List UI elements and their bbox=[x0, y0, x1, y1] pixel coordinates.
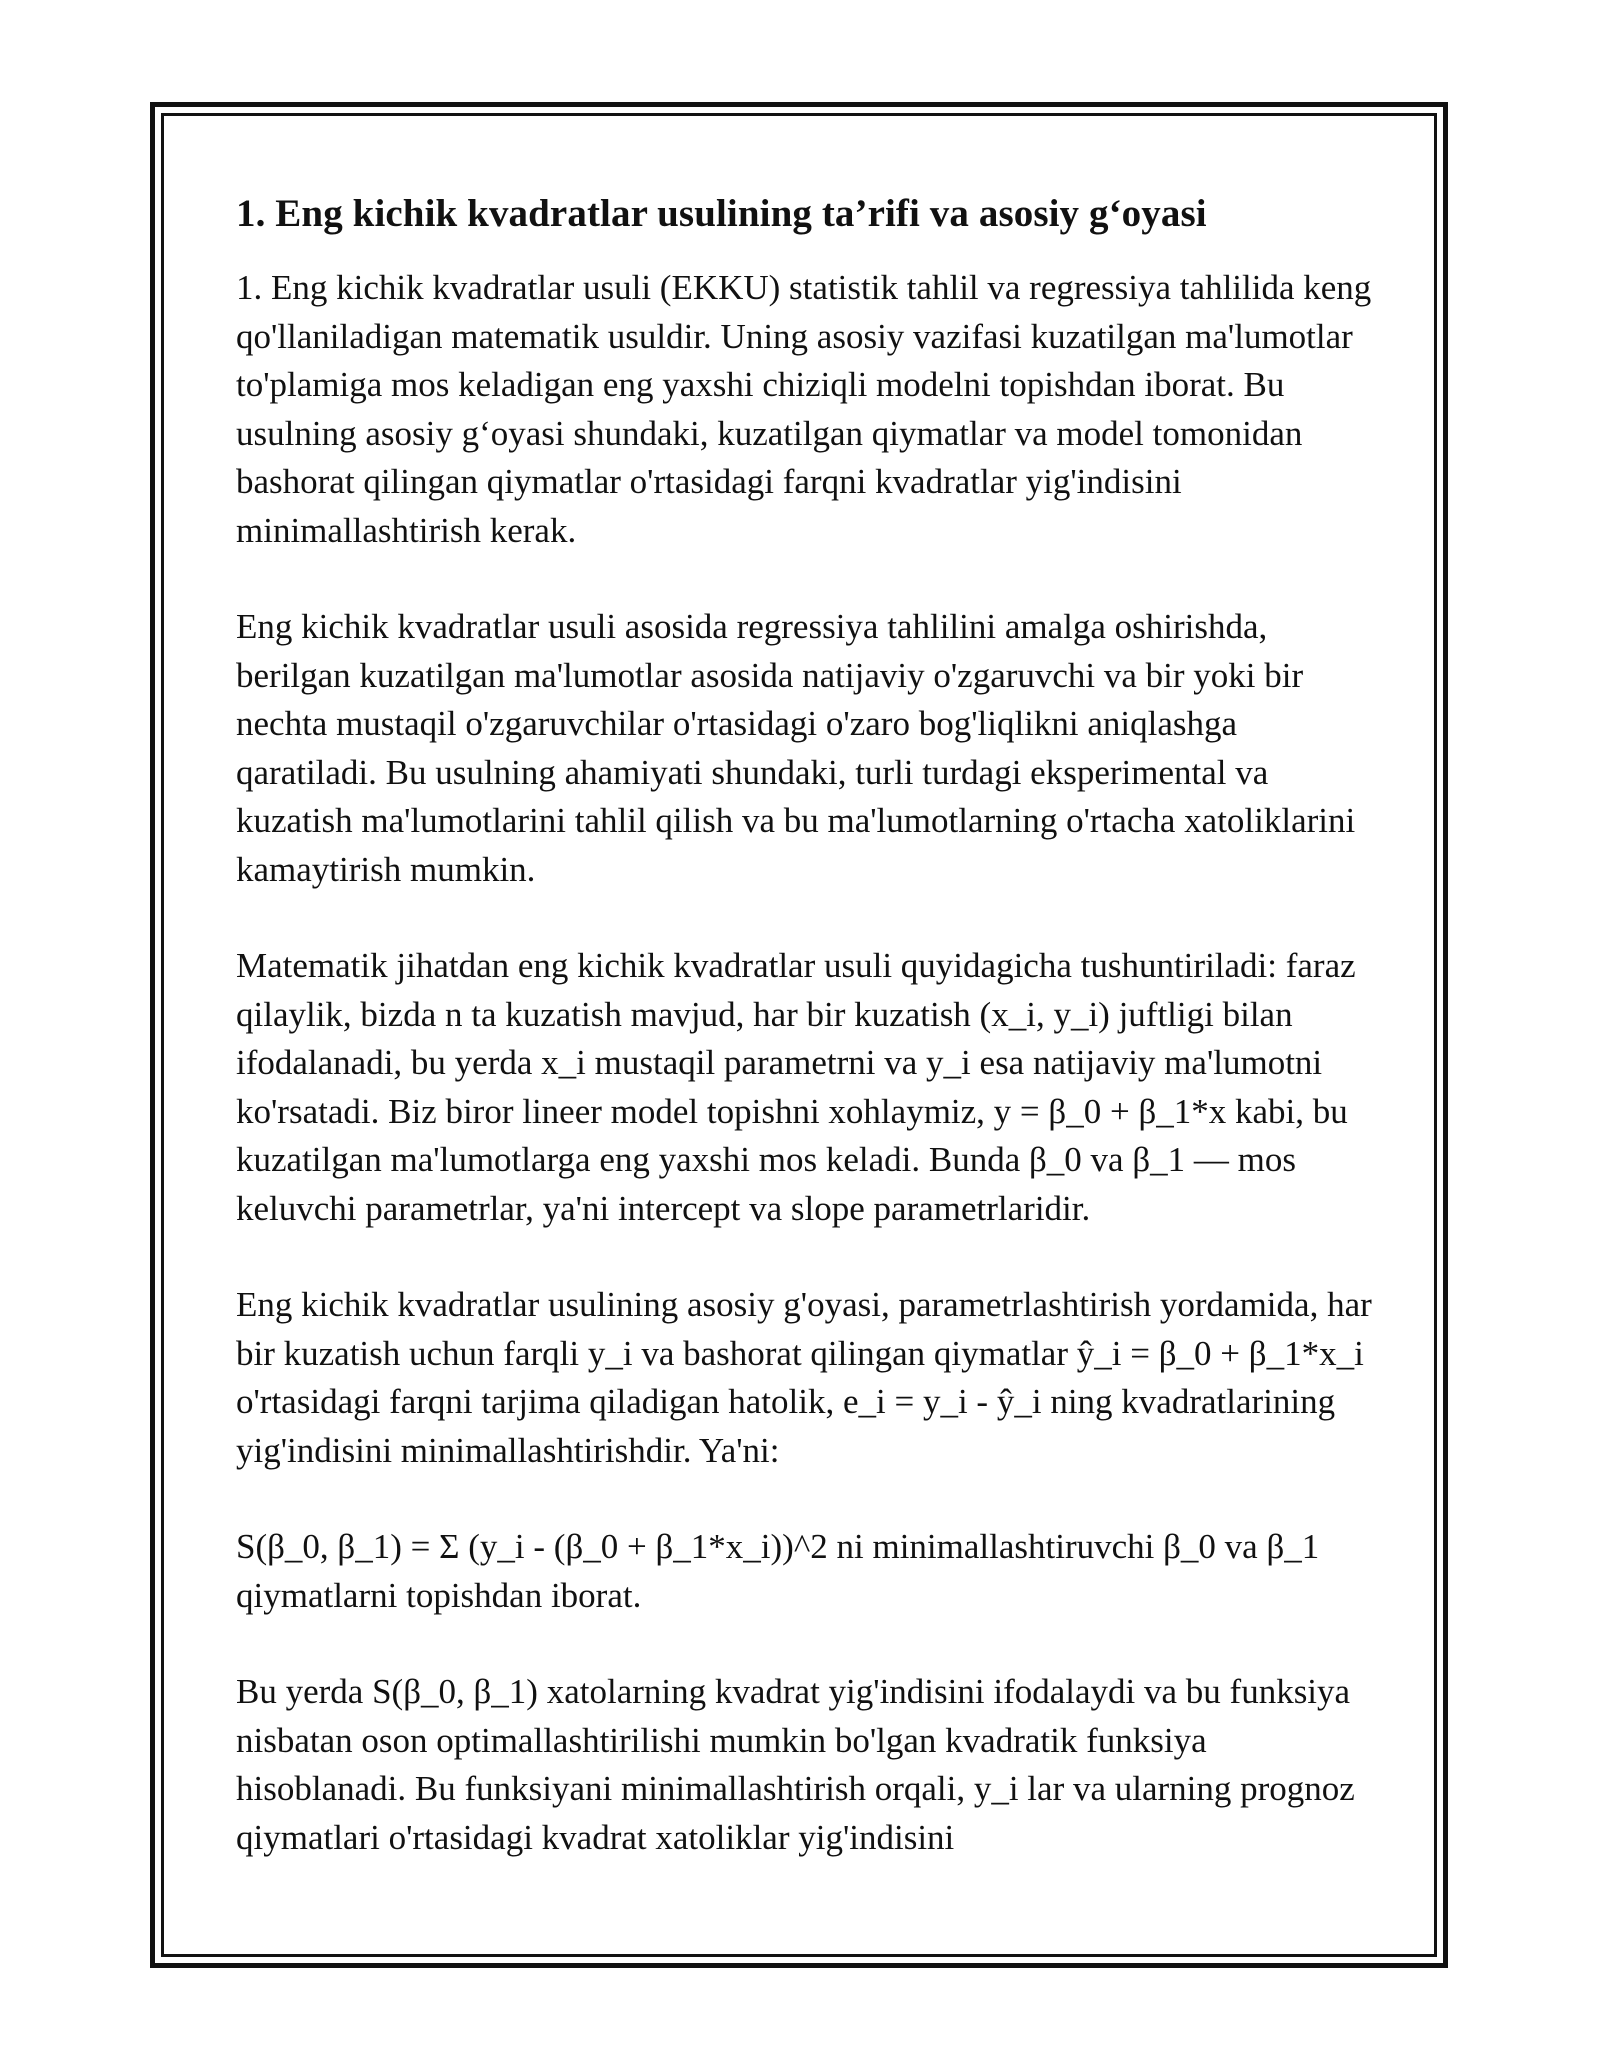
section-heading: 1. Eng kichik kvadratlar usulining ta’rifi va asosiy g‘oyasi bbox=[236, 192, 1207, 235]
paragraph-formula: S(β_0, β_1) = Σ (y_i - (β_0 + β_1*x_i))^2 ni minimallashtiruvchi β_0 va β_1 qiymatlarni topishdan iborat. bbox=[236, 1527, 1320, 1615]
paragraph-main-idea: Eng kichik kvadratlar usulining asosiy g'oyasi, parametrlashtirish yordamida, har bir kuzatish uchun farqli y_i va bashorat qilingan qiymatlar ŷ_i = β_0 + β_1*x_i o'rtasidagi farqni tarjima qiladigan hatolik, e_i = y_i - ŷ_i ning kvadratlarining yig'indisini minimallashtirishdir. Ya'ni: bbox=[236, 1285, 1372, 1470]
paragraph-definition: 1. Eng kichik kvadratlar usuli (EKKU) statistik tahlil va regressiya tahlilida keng qo'llaniladigan matematik usuldir. Uning asosiy vazifasi kuzatilgan ma'lumotlar to'plamiga mos keladigan eng yaxshi chiziqli modelni topishdan iborat. Bu usulning asosiy g‘oyasi shundaki, kuzatilgan qiymatlar va model tomonidan bashorat qilingan qiymatlar o'rtasidagi farqni kvadratlar yig'indisini minimallashtirish kerak. bbox=[236, 268, 1372, 550]
paragraph-regression-analysis: Eng kichik kvadratlar usuli asosida regressiya tahlilini amalga oshirishda, berilgan kuzatilgan ma'lumotlar asosida natijaviy o'zgaruvchi va bir yoki bir nechta mustaqil o'zgaruvchilar o'rtasidagi o'zaro bog'liqlikni aniqlashga qaratiladi. Bu usulning ahamiyati shundaki, turli turdagi eksperimental va kuzatish ma'lumotlarini tahlil qilish va bu ma'lumotlarning o'rtacha xatoliklarini kamaytirish mumkin. bbox=[236, 607, 1356, 889]
document-content bbox=[236, 186, 1376, 1862]
paragraph-error-function: Bu yerda S(β_0, β_1) xatolarning kvadrat yig'indisini ifodalaydi va bu funksiya nisbatan oson optimallashtirilishi mumkin bo'lgan kvadratik funksiya hisoblanadi. Bu funksiyani minimallashtirish orqali, y_i lar va ularning prognoz qiymatlari o'rtasidagi kvadrat xatoliklar yig'indisini bbox=[236, 1672, 1355, 1857]
paragraph-mathematical-explanation: Matematik jihatdan eng kichik kvadratlar usuli quyidagicha tushuntiriladi: faraz qilaylik, bizda n ta kuzatish mavjud, har bir kuzatish (x_i, y_i) juftligi bilan ifodalanadi, bu yerda x_i mustaqil parametrni va y_i esa natijaviy ma'lumotni ko'rsatadi. Biz biror lineer model topishni xohlaymiz, y = β_0 + β_1*x kabi, bu kuzatilgan ma'lumotlarga eng yaxshi mos keladi. Bunda β_0 va β_1 — mos keluvchi parametrlar, ya'ni intercept va slope parametrlaridir. bbox=[236, 946, 1356, 1228]
